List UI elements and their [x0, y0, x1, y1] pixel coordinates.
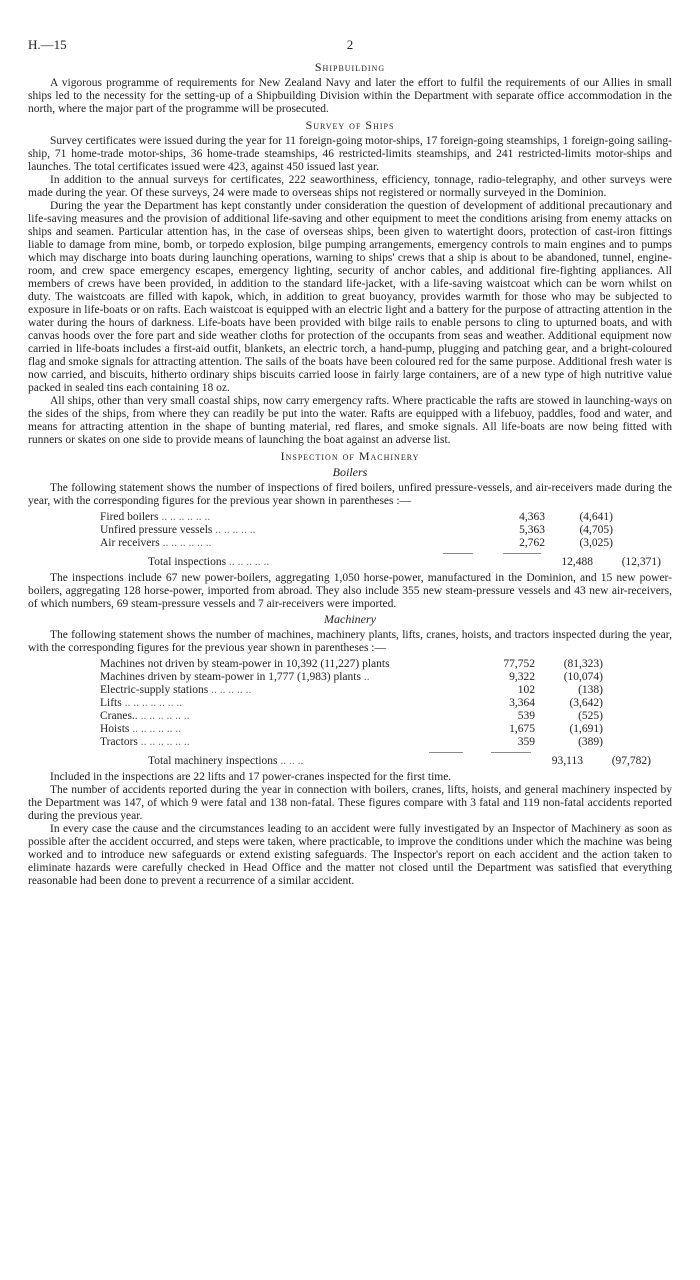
row-previous: (3,025): [579, 537, 613, 549]
row-value: 359: [517, 736, 535, 748]
document-reference: H.—15: [28, 37, 67, 52]
shipbuilding-paragraph: A vigorous programme of requirements for New Zealand Navy and later the effort to fulfil the requirements of our Allies in small ships led to the necessity for the setting-up of a Shipbuilding Division within the Department with separate office accommodation in the north, where the major part of the programme will be prosecuted.: [28, 77, 672, 115]
page-number: 2: [346, 37, 354, 52]
machinery-subheading: Machinery: [324, 612, 376, 626]
shipbuilding-heading: Shipbuilding: [314, 60, 386, 74]
total-previous: (97,782): [611, 755, 651, 767]
table-row: [28, 736, 672, 749]
total-value: 93,113: [551, 755, 583, 767]
total-label: Total inspections: [148, 556, 227, 568]
leader-dots: .. .. .. .. .. ..: [129, 723, 182, 735]
boilers-note: The inspections include 67 new power-boilers, aggregating 1,050 horse-power, manufactured in the Dominion, and 15 new power-boilers, aggregating 128 horse-power, imported from abroad. They also include 355 new steam-pressure vessels and 43 new air-receivers, of which numbers, 69 steam-pressure vessels and 7 air-receivers were imported.: [28, 572, 672, 610]
table-row: [28, 671, 672, 684]
row-label: Machines not driven by steam-power in 10,392 (11,227) plants: [100, 658, 390, 670]
row-label: Electric-supply stations: [100, 684, 209, 696]
row-value: 9,322: [509, 671, 535, 683]
machinery-paragraph-2: The number of accidents reported during the year in connection with boilers, cranes, lifts, hoists, and general machinery inspected by the Department was 147, of which 9 were fatal and 138 non-fatal. These figures compare with 3 fatal and 119 non-fatal accidents reported during the previous year.: [28, 784, 672, 822]
row-value: 2,762: [519, 537, 545, 549]
leader-dots: .. .. .. .. ..: [212, 524, 256, 536]
row-label: Cranes..: [100, 710, 138, 722]
row-label: Hoists: [100, 723, 130, 735]
table-row: [28, 697, 672, 710]
survey-heading: Survey of Ships: [305, 118, 395, 132]
row-previous: (1,691): [569, 723, 603, 735]
machinery-paragraph-3: In every case the cause and the circumstances leading to an accident were fully investigated by an Inspector of Machinery as soon as possible after the accident occurred, and steps were taken, where practicable, to improve the conditions under which the machine was being worked and to introduce new safeguards or extend existing safeguards. The Inspector's report on each accident and the action taken to eliminate hazards were carefully checked in Head Office and the matter not closed until the Department was satisfied that everything reasonable had been done to prevent a recurrence of a similar accident.: [28, 823, 672, 887]
row-label: Tractors: [100, 736, 138, 748]
row-value: 102: [517, 684, 535, 696]
leader-dots: .. .. .. .. .. ..: [159, 537, 212, 549]
total-row: [28, 556, 672, 569]
table-row: [28, 684, 672, 697]
survey-paragraph-2: In addition to the annual surveys for certificates, 222 seaworthiness, efficiency, tonnage, radio-telegraphy, and other surveys were made during the year. Of these surveys, 24 were made to overseas ships not registered or normally surveyed in the Dominion.: [28, 174, 672, 199]
boilers-subheading: Boilers: [332, 465, 368, 479]
survey-paragraph-3: During the year the Department has kept constantly under consideration the question of development of additional precautionary and life-saving measures and the provision of additional life-saving and other equipment to meet the conditions arising from enemy attacks on ships and seamen. Particular attention has, in the case of overseas ships, been given to watertight doors, protection of cast-iron fittings liable to damage from mine, bomb, or torpedo explosion, bilge pumping arrangements, emergency controls to main engines and to pumps which may discharge into boats during launching operations, warning to ships' crews that a ship is about to be abandoned, tunnel, engine-room, and crew space emergency escapes, emergency lighting, security of anchor cables, and additional fire-fighting appliances. All members of crews have been provided, in addition to the standard life-jacket, with a life-saving waistcoat which can be worn whilst on duty. The waistcoats are filled with kapok, which, in addition to great buoyancy, provides warmth for those who may be subjected to exposure in life-boats or on rafts. Each waistcoat is equipped with an electric light and a battery for the purpose of attracting attention in the water during the hours of darkness. Life-boats have been provided with bilge rails to enable persons to cling to upturned boats, and with canvas hoods over the fore part and side weather cloths for protection of the occupants from seas and weather. Additional equipment now carried in life-boats includes a first-aid outfit, blankets, an electric torch, a hand-pump, plugging and patching gear, and a bright-coloured flag and smoke signals for attracting attention. The sails of the boats have been coloured red for the same purpose. Additional fresh water is now carried, and biscuits, hitherto ordinary ships biscuits carried loose in fairly large containers, are of a new type of high nutritive value packed in sealed tins each containing 18 oz.: [28, 200, 672, 394]
leader-dots: .. .. .. .. ..: [226, 556, 270, 568]
machinery-intro: The following statement shows the number of machines, machinery plants, lifts, cranes, hoists, and tractors inspected during the year, with the corresponding figures for the previous year shown in parentheses :—: [28, 629, 672, 654]
total-label: Total machinery inspections: [148, 755, 278, 767]
boilers-intro: The following statement shows the number of inspections of fired boilers, unfired pressure-vessels, and air-receivers made during the year, with the corresponding figures for the previous year shown in parentheses :—: [28, 482, 672, 507]
table-row: [28, 524, 672, 537]
boilers-table: [28, 511, 672, 569]
machinery-paragraph-1: Included in the inspections are 22 lifts and 17 power-cranes inspected for the first time.: [50, 771, 452, 783]
row-previous: (3,642): [569, 697, 603, 709]
row-value: 5,363: [519, 524, 545, 536]
row-previous: (138): [578, 684, 603, 696]
machinery-table: [28, 658, 672, 768]
page-header: [28, 38, 672, 58]
table-row: [28, 658, 672, 671]
row-label: Air receivers: [100, 537, 160, 549]
leader-dots: .. .. .. .. .. ..: [137, 736, 190, 748]
table-row: [28, 537, 672, 550]
survey-paragraph-4: All ships, other than very small coastal ships, now carry emergency rafts. Where practicable the rafts are stowed in launching-ways on the sides of the ships, from where they can readily be put into the water. Rafts are equipped with a lifebuoy, paddles, food and water, and means for attracting attention in the shape of bunting material, red flares, and smoke signals. All life-boats are now being fitted with runners or skates on one side to provide means of launching the boat against an adverse list.: [28, 395, 672, 446]
leader-dots: .. .. ..: [277, 755, 304, 767]
row-label: Fired boilers: [100, 511, 159, 523]
row-value: 3,364: [509, 697, 535, 709]
leader-dots: .. .. .. .. .. ..: [158, 511, 211, 523]
row-previous: (81,323): [563, 658, 603, 670]
table-row: [28, 723, 672, 736]
leader-dots: .. .. .. .. .. ..: [137, 710, 190, 722]
total-value: 12,488: [561, 556, 593, 568]
leader-dots: ..: [360, 671, 370, 683]
table-row: [28, 511, 672, 524]
total-previous: (12,371): [621, 556, 661, 568]
row-label: Unfired pressure vessels: [100, 524, 213, 536]
row-value: 1,675: [509, 723, 535, 735]
leader-dots: .. .. .. .. .. .. ..: [121, 697, 183, 709]
row-value: 539: [517, 710, 535, 722]
total-row: [28, 755, 672, 768]
row-previous: (4,705): [579, 524, 613, 536]
row-label: Lifts: [100, 697, 122, 709]
row-label: Machines driven by steam-power in 1,777 (1,983) plants: [100, 671, 361, 683]
row-previous: (4,641): [579, 511, 613, 523]
row-previous: (10,074): [563, 671, 603, 683]
row-value: 77,752: [503, 658, 535, 670]
row-value: 4,363: [519, 511, 545, 523]
row-previous: (525): [578, 710, 603, 722]
inspection-heading: Inspection of Machinery: [280, 449, 420, 463]
table-row: [28, 710, 672, 723]
leader-dots: .. .. .. .. ..: [208, 684, 252, 696]
survey-paragraph-1: Survey certificates were issued during the year for 11 foreign-going motor-ships, 17 foreign-going steamships, 1 foreign-going sailing-ship, 71 home-trade motor-ships, 36 home-trade steamships, 46 restricted-limits steamships, and 241 restricted-limits motor-ships and launches. The total certificates issued were 423, against 450 issued last year.: [28, 135, 672, 173]
row-previous: (389): [578, 736, 603, 748]
